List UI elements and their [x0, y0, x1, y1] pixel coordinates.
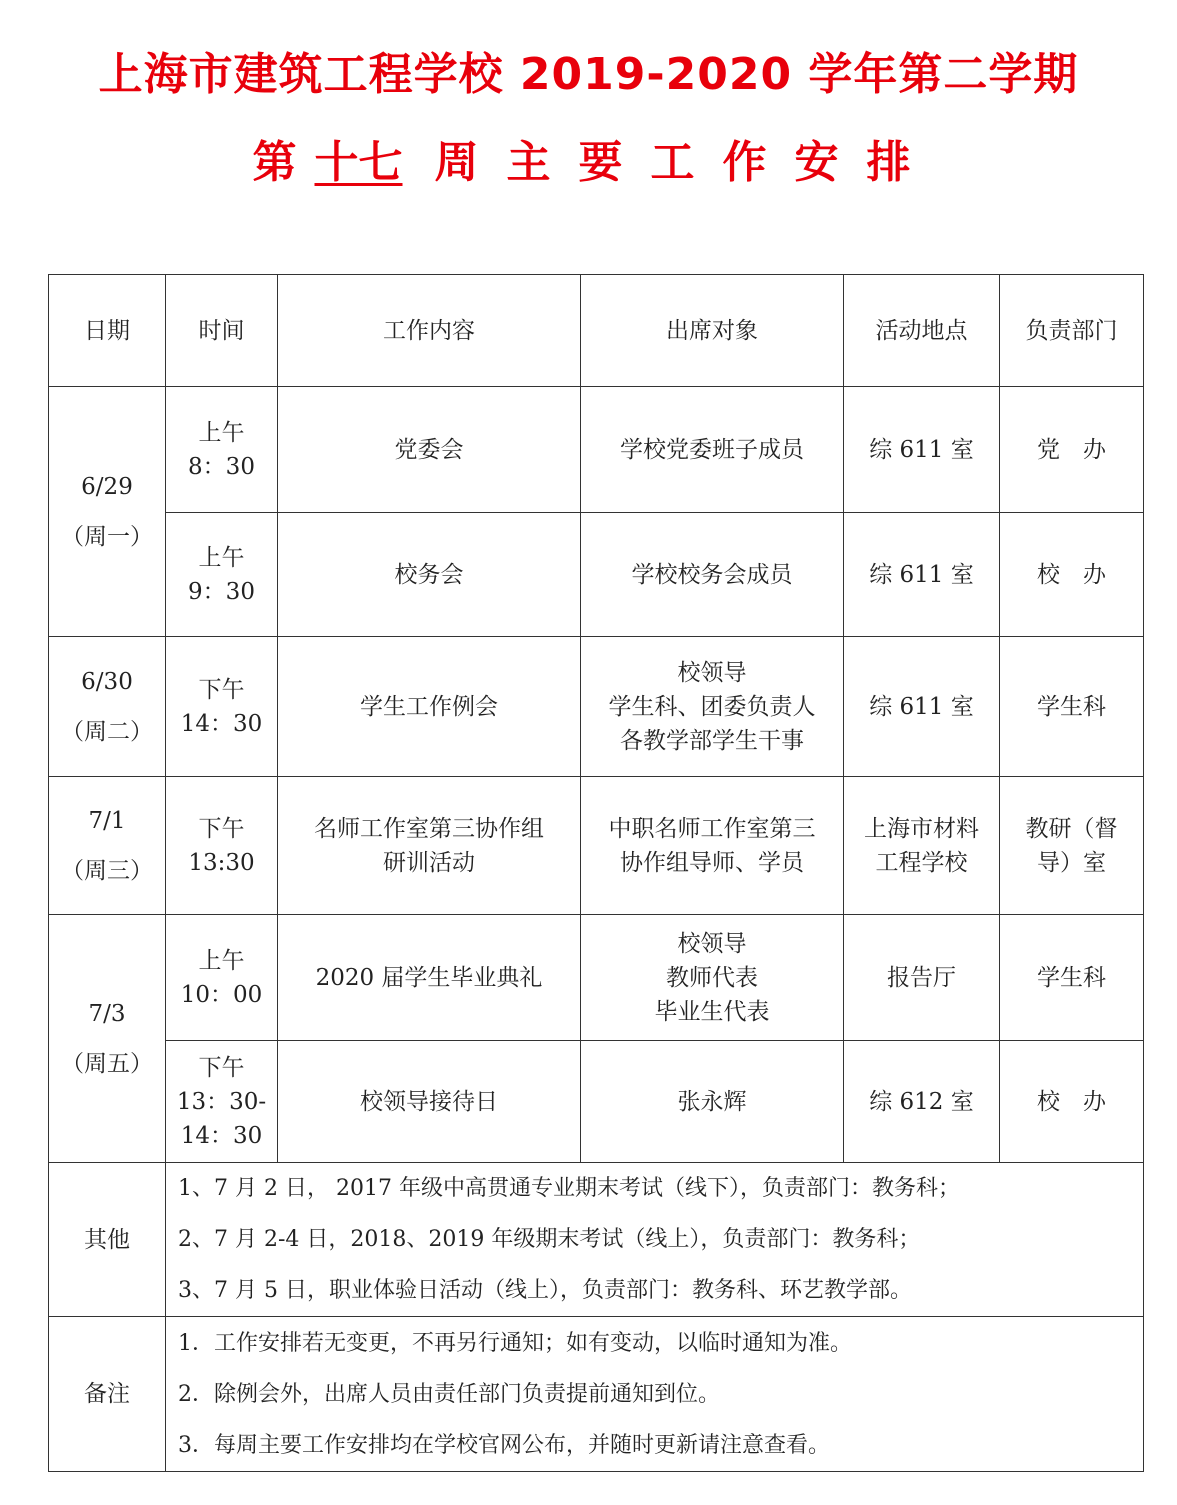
subtitle-word: 要: [578, 137, 623, 188]
content-cell-line: 2020 届学生毕业典礼: [315, 964, 543, 991]
content-cell-line: 学生工作例会: [360, 693, 498, 720]
date-value: 6/30: [81, 668, 133, 695]
weekday-value: （周三）: [61, 857, 153, 884]
time-cell-line: 13：30-: [176, 1088, 267, 1115]
attendees-cell-line: 校领导: [677, 659, 747, 686]
time-cell: [166, 1041, 278, 1163]
dept-cell-line: 党 办: [1037, 436, 1106, 463]
notes-content-line: 2．除例会外，出席人员由责任部门负责提前通知到位。: [178, 1381, 720, 1407]
time-cell-line: 下午: [198, 815, 245, 842]
attendees-cell-line: 毕业生代表: [654, 998, 770, 1025]
notes-content: [166, 1317, 1144, 1472]
date-cell: [49, 915, 166, 1163]
location-cell-line: 工程学校: [875, 849, 968, 876]
attendees-cell: [581, 1041, 844, 1163]
document-title: 上海市建筑工程学校 2019-2020 学年第二学期: [98, 49, 1079, 100]
time-cell-line: 上午: [198, 544, 245, 571]
notes-content-line: 1．工作安排若无变更，不再另行通知；如有变动，以临时通知为准。: [178, 1330, 852, 1356]
attendees-cell-line: 各教学部学生干事: [620, 727, 804, 754]
time-cell-line: 10：00: [180, 981, 263, 1008]
dept-cell: [1000, 513, 1144, 637]
content-cell: [278, 513, 581, 637]
location-cell: [844, 777, 1000, 915]
subtitle-words: [421, 137, 925, 188]
attendees-cell: [581, 513, 844, 637]
content-cell: [278, 387, 581, 513]
header-row: [49, 275, 1144, 387]
dept-cell-line: 学生科: [1037, 964, 1106, 991]
other-label: 其他: [49, 1163, 166, 1317]
attendees-cell-line: 学生科、团委负责人: [608, 693, 816, 720]
date-cell: [49, 777, 166, 915]
table-row: [49, 513, 1144, 637]
other-content-line: 1、7 月 2 日， 2017 年级中高贯通专业期末考试（线下），负责部门：教务科；: [178, 1176, 960, 1201]
subtitle-word: 作: [722, 137, 767, 188]
time-cell-line: 8：30: [188, 453, 255, 480]
location-cell: [844, 1041, 1000, 1163]
time-cell: [166, 387, 278, 513]
table-row: [49, 1041, 1144, 1163]
content-cell: [278, 915, 581, 1041]
other-content-line: 3、7 月 5 日，职业体验日活动（线上），负责部门：教务科、环艺教学部。: [178, 1278, 912, 1303]
subtitle-word: 主: [506, 137, 551, 188]
table-row: [49, 637, 1144, 777]
time-cell-line: 上午: [198, 419, 245, 446]
column-header: 活动地点: [844, 275, 1000, 387]
content-cell-line: 校领导接待日: [360, 1088, 498, 1115]
date-value: 7/3: [88, 1000, 126, 1027]
time-cell-line: 9：30: [188, 578, 255, 605]
time-cell: [166, 513, 278, 637]
location-cell-line: 综 612 室: [869, 1088, 974, 1115]
attendees-cell: [581, 777, 844, 915]
notes-content-line: 3．每周主要工作安排均在学校官网公布，并随时更新请注意查看。: [178, 1432, 830, 1458]
attendees-cell: [581, 915, 844, 1041]
content-cell-line: 校务会: [394, 561, 464, 588]
date-cell: [49, 637, 166, 777]
location-cell-line: 综 611 室: [869, 693, 974, 720]
other-content: [166, 1163, 1144, 1317]
table-row: [49, 915, 1144, 1041]
notes-row: [49, 1317, 1144, 1472]
location-cell-line: 报告厅: [887, 964, 956, 991]
location-cell-line: 综 611 室: [869, 561, 974, 588]
time-cell-line: 上午: [198, 947, 245, 974]
document-subtitle: [0, 126, 1177, 190]
attendees-cell: [581, 387, 844, 513]
content-cell-line: 研训活动: [383, 849, 475, 876]
dept-cell: [1000, 777, 1144, 915]
content-cell-line: 党委会: [394, 436, 464, 463]
location-cell: [844, 387, 1000, 513]
content-cell: [278, 637, 581, 777]
time-cell: [166, 915, 278, 1041]
time-cell: [166, 637, 278, 777]
dept-cell-line: 导）室: [1037, 849, 1106, 876]
date-value: 6/29: [81, 473, 133, 500]
dept-cell: [1000, 1041, 1144, 1163]
weekday-value: （周一）: [61, 523, 153, 550]
week-number: 十七: [314, 137, 403, 188]
time-cell: [166, 777, 278, 915]
subtitle-prefix: 第: [252, 137, 297, 188]
location-cell: [844, 513, 1000, 637]
column-header: 负责部门: [1000, 275, 1144, 387]
column-header: 日期: [49, 275, 166, 387]
subtitle-word: 安: [794, 137, 839, 188]
attendees-cell-line: 教师代表: [666, 964, 758, 991]
table-row: [49, 777, 1144, 915]
weekday-value: （周二）: [61, 718, 153, 745]
time-cell-line: 下午: [198, 676, 245, 703]
location-cell: [844, 637, 1000, 777]
date-cell: [49, 387, 166, 637]
other-row: [49, 1163, 1144, 1317]
subtitle-word: 周: [434, 137, 479, 188]
column-header: 工作内容: [278, 275, 581, 387]
time-cell-line: 14：30: [180, 710, 263, 737]
content-cell-line: 名师工作室第三协作组: [314, 815, 544, 842]
time-cell-line: 14：30: [180, 1122, 263, 1149]
table-row: [49, 387, 1144, 513]
location-cell-line: 上海市材料: [864, 815, 979, 842]
attendees-cell-line: 中职名师工作室第三: [608, 815, 816, 842]
dept-cell-line: 校 办: [1037, 561, 1106, 588]
time-cell-line: 13:30: [188, 849, 255, 876]
dept-cell: [1000, 637, 1144, 777]
weekday-value: （周五）: [61, 1050, 153, 1077]
time-cell-line: 下午: [198, 1054, 245, 1081]
location-cell-line: 综 611 室: [869, 436, 974, 463]
dept-cell: [1000, 915, 1144, 1041]
attendees-cell: [581, 637, 844, 777]
dept-cell-line: 教研（督: [1025, 815, 1118, 842]
dept-cell: [1000, 387, 1144, 513]
notes-label: 备注: [49, 1317, 166, 1472]
subtitle-word: 工: [650, 137, 695, 188]
subtitle-word: 排: [866, 137, 911, 188]
content-cell: [278, 777, 581, 915]
location-cell: [844, 915, 1000, 1041]
content-cell: [278, 1041, 581, 1163]
attendees-cell-line: 学校党委班子成员: [620, 436, 804, 463]
attendees-cell-line: 张永辉: [677, 1088, 747, 1115]
attendees-cell-line: 学校校务会成员: [631, 561, 793, 588]
other-content-line: 2、7 月 2-4 日，2018、2019 年级期末考试（线上），负责部门：教务科；: [178, 1227, 921, 1252]
attendees-cell-line: 校领导: [677, 930, 747, 957]
schedule-table: [48, 274, 1144, 1472]
column-header: 出席对象: [581, 275, 844, 387]
date-value: 7/1: [88, 807, 126, 834]
dept-cell-line: 学生科: [1037, 693, 1106, 720]
dept-cell-line: 校 办: [1037, 1088, 1106, 1115]
attendees-cell-line: 协作组导师、学员: [620, 849, 804, 876]
column-header: 时间: [166, 275, 278, 387]
